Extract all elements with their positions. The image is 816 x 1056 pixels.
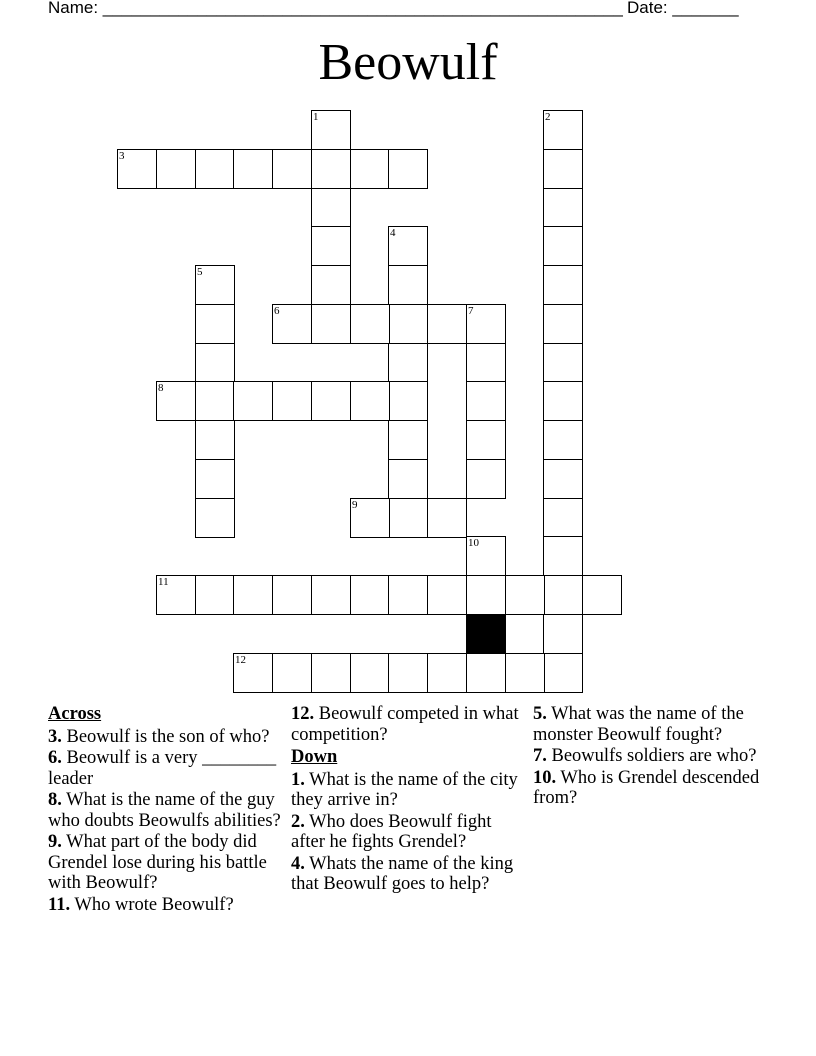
grid-cell[interactable] (350, 304, 390, 344)
grid-cell[interactable] (543, 614, 583, 654)
clue-across-3 (48, 727, 284, 748)
grid-cell[interactable] (388, 653, 428, 693)
cell-number: 7 (468, 305, 474, 317)
cell-number: 8 (158, 382, 164, 394)
grid-cell[interactable] (427, 498, 467, 538)
grid-cell[interactable] (543, 653, 583, 693)
clues-column-3 (533, 702, 773, 810)
clue-down-1 (291, 770, 527, 811)
cell-number: 10 (468, 537, 479, 549)
page-title: Beowulf (318, 34, 498, 91)
grid-cell[interactable] (233, 381, 273, 421)
clue-number: 10. (533, 767, 557, 788)
grid-cell[interactable] (350, 575, 390, 615)
grid-cell[interactable] (388, 149, 428, 189)
grid-cell[interactable] (272, 653, 312, 693)
cell-number: 6 (274, 305, 280, 317)
clue-text: Beowulf is a very ________ leader (48, 748, 277, 789)
grid-cell[interactable] (311, 304, 351, 344)
grid-cell[interactable] (195, 265, 235, 305)
grid-cell[interactable] (427, 575, 467, 615)
clue-down-7 (533, 746, 773, 767)
black-square (466, 614, 506, 654)
grid-cell[interactable] (156, 575, 196, 615)
clues-column-1 (48, 702, 284, 916)
clue-across-11 (48, 895, 284, 916)
grid-cell[interactable] (195, 575, 235, 615)
grid-cell[interactable] (388, 420, 428, 460)
grid-cell[interactable] (311, 575, 351, 615)
grid-cell[interactable] (543, 459, 583, 499)
down-heading: Down (291, 747, 338, 767)
grid-cell[interactable] (543, 498, 583, 538)
clue-text: Who is Grendel descended from? (533, 767, 760, 808)
grid-cell[interactable] (195, 149, 235, 189)
grid-cell[interactable] (427, 304, 467, 344)
grid-cell[interactable] (427, 653, 467, 693)
cell-number: 2 (545, 111, 551, 123)
clue-text: Who wrote Beowulf? (74, 894, 234, 915)
grid-cell[interactable] (505, 653, 545, 693)
cell-number: 4 (390, 227, 396, 239)
grid-cell[interactable] (543, 575, 583, 615)
clue-text: What is the name of the guy who doubts Beowulfs abilities? (48, 790, 281, 831)
clue-number: 6. (48, 748, 62, 768)
grid-cell[interactable] (311, 226, 351, 266)
clue-number: 3. (48, 726, 62, 747)
grid-cell[interactable] (543, 226, 583, 266)
clue-text: Whats the name of the king that Beowulf goes to help? (291, 853, 514, 894)
grid-cell[interactable] (117, 149, 157, 189)
grid-cell[interactable] (311, 110, 351, 150)
clue-text: Who does Beowulf fight after he fights Grendel? (291, 811, 492, 852)
clue-across-6 (48, 748, 284, 789)
grid-cell[interactable] (195, 381, 235, 421)
clue-down-10 (533, 768, 773, 809)
cell-number: 9 (352, 499, 358, 511)
grid-cell[interactable] (466, 653, 506, 693)
grid-cell[interactable] (272, 575, 312, 615)
grid-cell[interactable] (311, 265, 351, 305)
grid-cell[interactable] (156, 381, 196, 421)
grid-cell[interactable] (350, 149, 390, 189)
grid-cell[interactable] (195, 459, 235, 499)
grid-cell[interactable] (233, 653, 273, 693)
clue-across-12 (291, 704, 527, 745)
grid-cell[interactable] (311, 653, 351, 693)
grid-cell[interactable] (543, 536, 583, 576)
clue-across-9 (48, 832, 284, 894)
date-field[interactable]: Date: _______ (627, 0, 739, 17)
grid-cell[interactable] (350, 653, 390, 693)
grid-cell[interactable] (311, 381, 351, 421)
grid-cell[interactable] (543, 149, 583, 189)
grid-cell[interactable] (543, 304, 583, 344)
clues-column-2 (291, 702, 527, 896)
clue-number: 12. (291, 704, 315, 724)
grid-cell[interactable] (350, 381, 390, 421)
clue-number: 2. (291, 811, 305, 832)
grid-cell[interactable] (195, 420, 235, 460)
grid-cell[interactable] (350, 498, 390, 538)
grid-cell[interactable] (388, 304, 428, 344)
grid-cell[interactable] (543, 420, 583, 460)
clue-text: Beowulf is the son of who? (66, 726, 270, 747)
grid-cell[interactable] (582, 575, 622, 615)
grid-cell[interactable] (505, 575, 545, 615)
clue-number: 8. (48, 790, 62, 810)
clue-text: What is the name of the city they arrive in? (291, 769, 518, 810)
grid-cell[interactable] (272, 304, 312, 344)
grid-cell[interactable] (388, 498, 428, 538)
grid-cell[interactable] (543, 343, 583, 383)
clue-text: Beowulf competed in what competition? (291, 704, 519, 745)
grid-cell[interactable] (311, 149, 351, 189)
grid-cell[interactable] (388, 459, 428, 499)
clue-number: 4. (291, 853, 305, 874)
clue-down-2 (291, 812, 527, 853)
grid-cell[interactable] (466, 420, 506, 460)
cell-number: 1 (313, 111, 319, 123)
grid-cell[interactable] (156, 149, 196, 189)
grid-cell[interactable] (195, 304, 235, 344)
grid-cell[interactable] (543, 110, 583, 150)
clue-number: 11. (48, 894, 71, 915)
clue-across-8 (48, 790, 284, 831)
grid-cell[interactable] (272, 149, 312, 189)
grid-cell[interactable] (466, 459, 506, 499)
across-heading: Across (48, 704, 102, 724)
clue-number: 7. (533, 746, 547, 766)
grid-cell[interactable] (233, 575, 273, 615)
grid-cell[interactable] (543, 188, 583, 228)
grid-cell[interactable] (466, 575, 506, 615)
grid-cell[interactable] (233, 149, 273, 189)
name-field[interactable]: Name: _______________________________________________________ (48, 0, 623, 17)
cell-number: 3 (119, 150, 125, 162)
grid-cell[interactable] (543, 265, 583, 305)
clue-text: What was the name of the monster Beowulf fought? (533, 704, 744, 745)
grid-cell[interactable] (195, 343, 235, 383)
grid-cell[interactable] (311, 188, 351, 228)
cell-number: 12 (235, 654, 246, 666)
clue-text: Beowulfs soldiers are who? (551, 746, 757, 766)
grid-cell[interactable] (272, 381, 312, 421)
clue-number: 9. (48, 832, 62, 852)
grid-cell[interactable] (388, 265, 428, 305)
grid-cell[interactable] (466, 536, 506, 576)
grid-cell[interactable] (466, 304, 506, 344)
clue-down-4 (291, 854, 527, 895)
grid-cell[interactable] (388, 575, 428, 615)
clue-text: What part of the body did Grendel lose during his battle with Beowulf? (48, 832, 267, 893)
grid-cell[interactable] (388, 381, 428, 421)
clue-down-5 (533, 704, 773, 745)
clue-number: 5. (533, 704, 547, 724)
grid-cell[interactable] (543, 381, 583, 421)
grid-cell[interactable] (388, 226, 428, 266)
grid-cell[interactable] (466, 343, 506, 383)
clue-number: 1. (291, 769, 305, 790)
grid-cell[interactable] (195, 498, 235, 538)
cell-number: 11 (158, 576, 169, 588)
cell-number: 5 (197, 266, 203, 278)
grid-cell[interactable] (388, 343, 428, 383)
grid-cell[interactable] (466, 381, 506, 421)
